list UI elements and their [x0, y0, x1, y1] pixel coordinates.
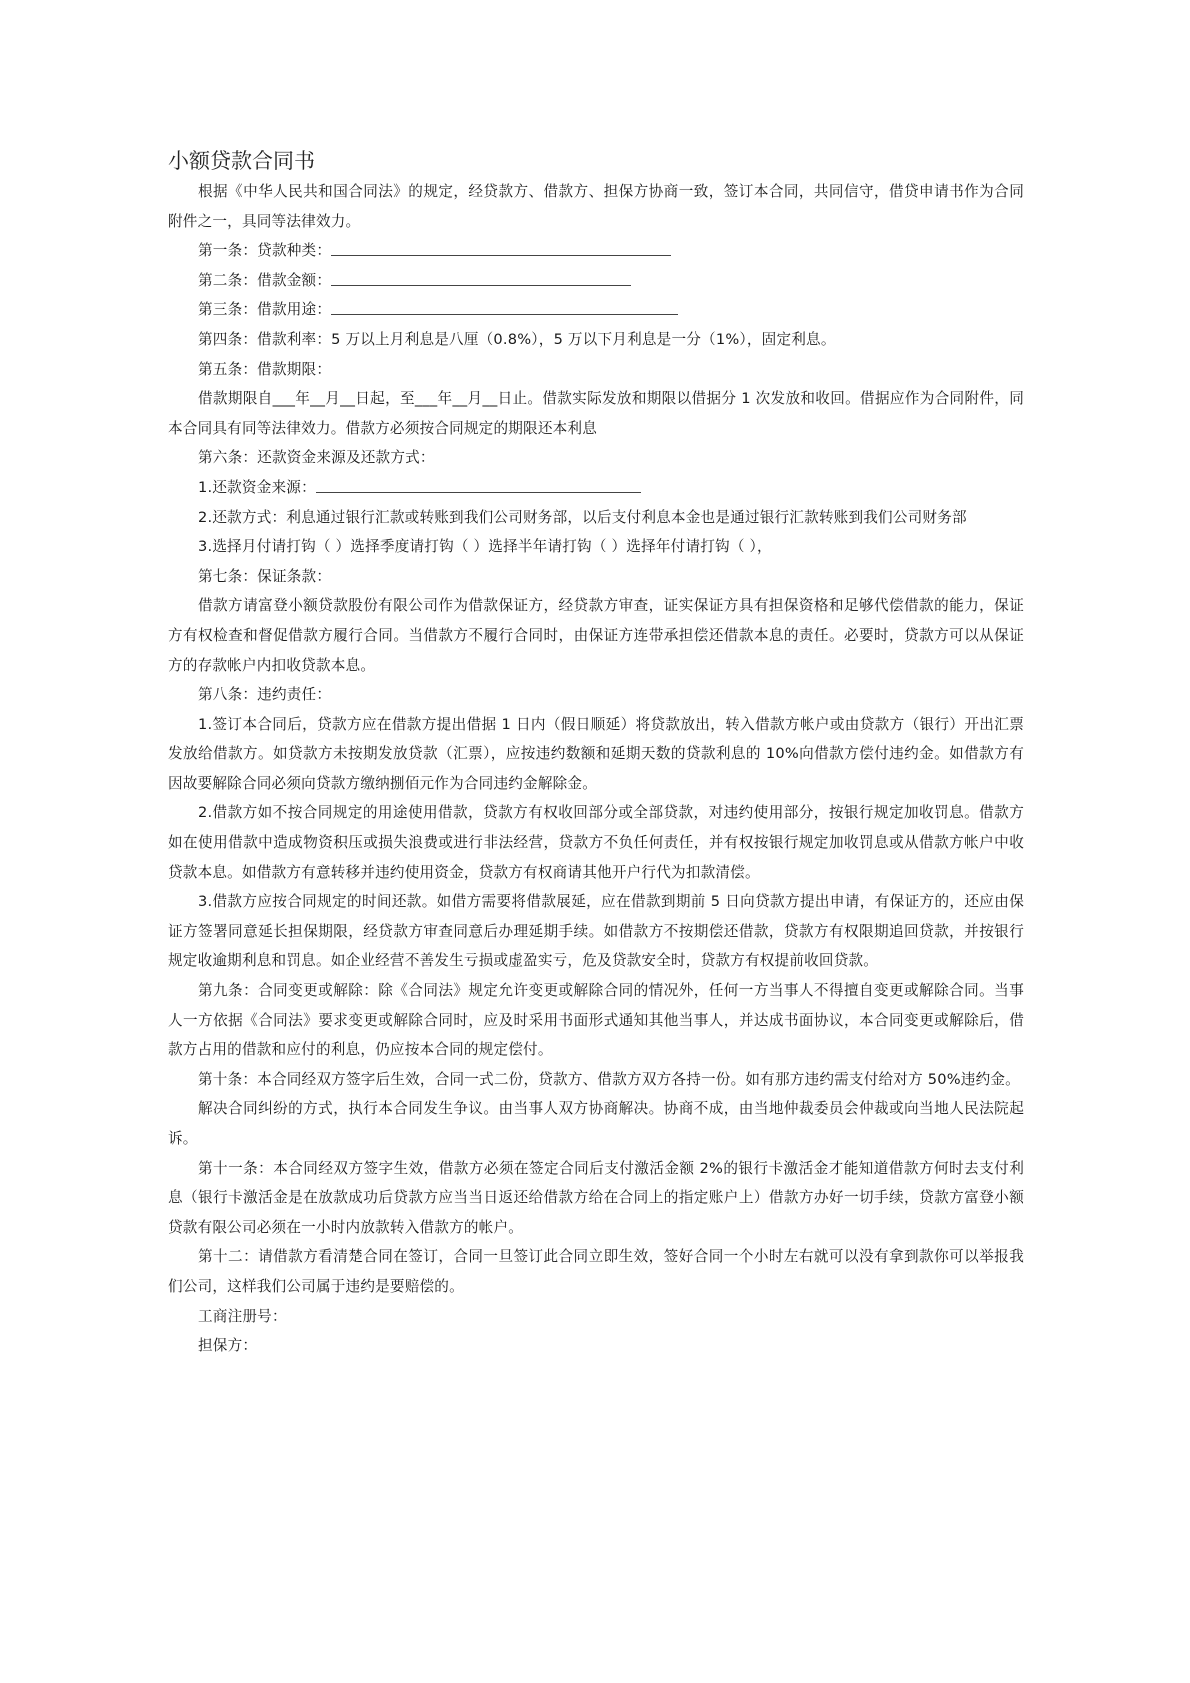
loan-purpose-blank[interactable]: [331, 298, 678, 315]
loan-type-blank[interactable]: [331, 239, 671, 256]
dispute-resolution: 解决合同纠纷的方式，执行本合同发生争议。由当事人双方协商解决。协商不成，由当地仲裁委员会仲裁或向当地人民法院起诉。: [168, 1100, 1024, 1147]
article-8-item-3: 3.借款方应按合同规定的时间还款。如借方需要将借款展延，应在借款到期前 5 日向贷款方提出申请，有保证方的，还应由保证方签署同意延长担保期限，经贷款方审查同意后办理延期手续。如借款方不按期偿还借款，贷款方有权限期追回贷款，并按银行规定收逾期利息和罚息。如企业经营不善发生亏损或虚盈实亏，危及贷款安全时，贷款方有权提前收回贷款。: [168, 893, 1024, 970]
article-2-loan-amount: [168, 266, 1024, 296]
article-5-heading: 第五条：借款期限：: [198, 360, 332, 378]
article-7-body: 借款方请富登小额贷款股份有限公司作为借款保证方，经贷款方审查，证实保证方具有担保资格和足够代偿借款的能力，保证方有权检查和督促借款方履行合同。当借款方不履行合同时，由保证方连带承担偿还借款本息的责任。必要时，贷款方可以从保证方的存款帐户内扣收贷款本息。: [168, 597, 1024, 674]
intro-paragraph: 根据《中华人民共和国合同法》的规定，经贷款方、借款方、担保方协商一致，签订本合同，共同信守，借贷申请书作为合同附件之一，具同等法律效力。: [168, 183, 1024, 230]
article-12: 第十二：请借款方看清楚合同在签订，合同一旦签订此合同立即生效，签好合同一个小时左右就可以没有拿到款你可以举报我们公司，这样我们公司属于违约是要赔偿的。: [168, 1248, 1024, 1295]
article-3-loan-purpose: [168, 295, 1024, 325]
article-4-interest-rate: 第四条：借款利率：5 万以上月利息是八厘（0.8%），5 万以下月利息是一分（1%），固定利息。: [198, 330, 836, 348]
guarantor-label: 担保方：: [198, 1337, 258, 1355]
loan-amount-blank[interactable]: [331, 269, 631, 286]
document-title: 小额贷款合同书: [168, 149, 315, 173]
article-8-heading: 第八条：违约责任：: [198, 686, 332, 704]
article-8-item-1: 1.签订本合同后，贷款方应在借款方提出借据 1 日内（假日顺延）将贷款放出，转入借款方帐户或由贷款方（银行）开出汇票发放给借款方。如贷款方未按期发放贷款（汇票），应按违约数额和延期天数的贷款利息的 10%向借款方偿付违约金。如借款方有因故要解除合同必须向贷款方缴纳捌佰元作为合同违约金解除金。: [168, 715, 1024, 792]
article-9: 第九条：合同变更或解除：除《合同法》规定允许变更或解除合同的情况外，任何一方当事人不得擅自变更或解除合同。当事人一方依据《合同法》要求变更或解除合同时，应及时采用书面形式通知其他当事人，并达成书面协议，本合同变更或解除后，借款方占用的借款和应付的利息，仍应按本合同的规定偿付。: [168, 982, 1024, 1059]
article-6-heading: 第六条：还款资金来源及还款方式：: [198, 449, 435, 467]
registration-number-label: 工商注册号：: [198, 1307, 287, 1325]
contract-document: [168, 146, 1024, 1361]
article-11: 第十一条：本合同经双方签字生效，借款方必须在签定合同后支付激活金额 2%的银行卡激活金才能知道借款方何时去支付利息（银行卡激活金是在放款成功后贷款方应当当日返还给借款方给在合同上的指定账户上）借款方办好一切手续，贷款方富登小额贷款有限公司必须在一小时内放款转入借款方的帐户。: [168, 1159, 1024, 1236]
article-8-item-2: 2.借款方如不按合同规定的用途使用借款，贷款方有权收回部分或全部贷款，对违约使用部分，按银行规定加收罚息。借款方如在使用借款中造成物资积压或损失浪费或进行非法经营，贷款方不负任何责任，并有权按银行规定加收罚息或从借款方帐户中收贷款本息。如借款方有意转移并违约使用资金，贷款方有权商请其他开户行代为扣款清偿。: [168, 804, 1024, 881]
article-7-heading: 第七条：保证条款：: [198, 567, 332, 585]
repayment-source-label: 1.还款资金来源：: [198, 478, 316, 496]
article-6-item-2: 2.还款方式：利息通过银行汇款或转账到我们公司财务部，以后支付利息本金也是通过银行汇款转账到我们公司财务部: [198, 508, 967, 526]
repayment-source-blank[interactable]: [316, 476, 641, 493]
article-6-item-1: [168, 473, 1024, 503]
article-1-label: 第一条：贷款种类：: [198, 242, 332, 260]
article-1-loan-type: [168, 236, 1024, 266]
article-3-label: 第三条：借款用途：: [198, 301, 332, 319]
article-5-body: 借款期限自___年__月__日起，至___年__月__日止。借款实际发放和期限以借据分 1 次发放和收回。借据应作为合同附件，同本合同具有同等法律效力。借款方必须按合同规定的期限还本利息: [168, 390, 1024, 437]
article-6-item-3: 3.选择月付请打钩（ ）选择季度请打钩（ ）选择半年请打钩（ ）选择年付请打钩（ ），: [198, 538, 772, 556]
article-2-label: 第二条：借款金额：: [198, 271, 332, 289]
article-10: 第十条：本合同经双方签字后生效，合同一式二份，贷款方、借款方双方各持一份。如有那方违约需支付给对方 50%违约金。: [198, 1070, 1020, 1088]
